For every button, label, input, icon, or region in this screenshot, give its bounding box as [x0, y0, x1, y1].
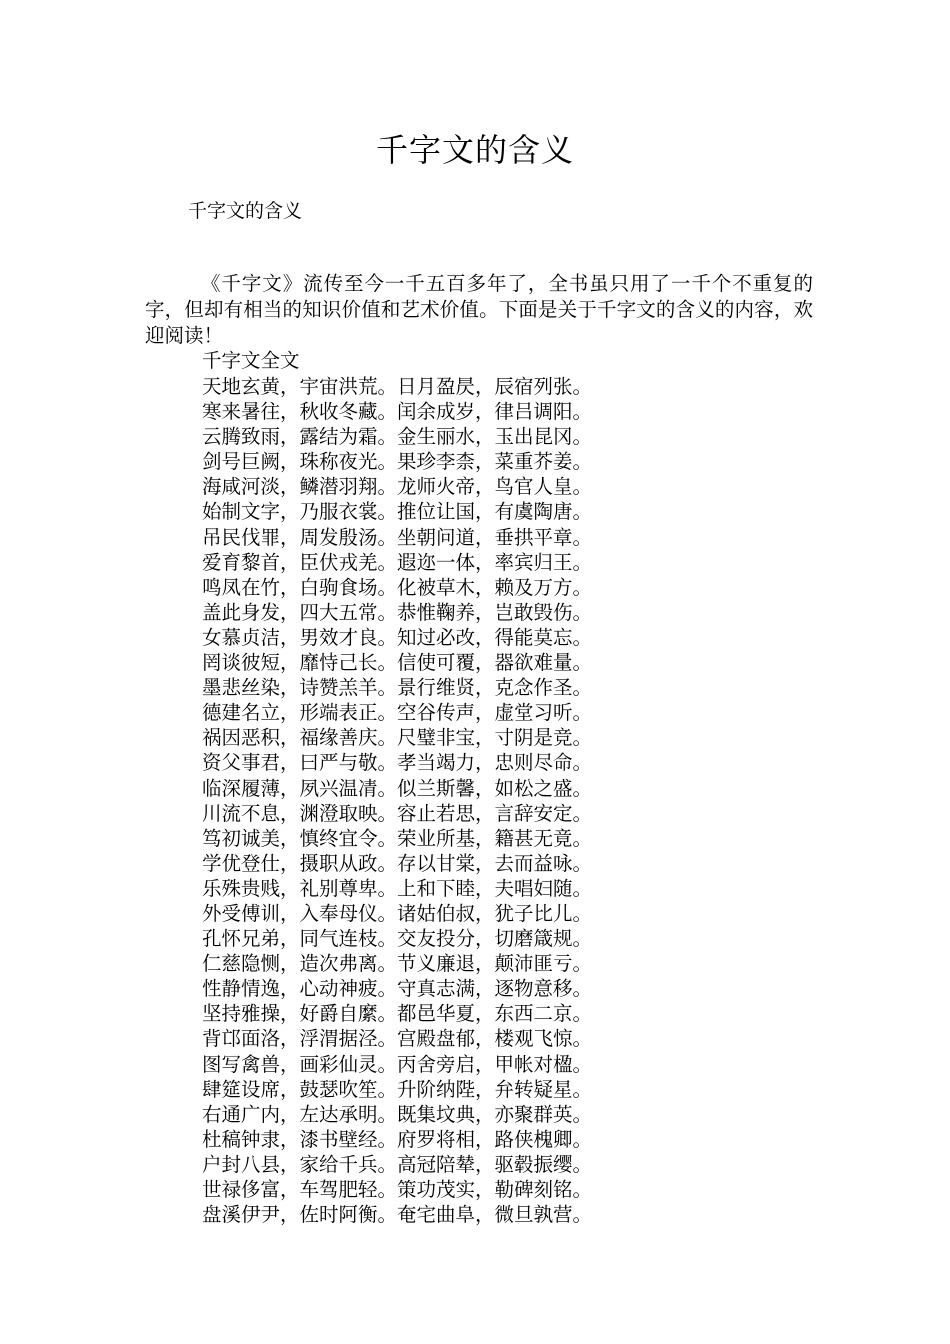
verse-line: 世禄侈富，车驾肥轻。策功茂实，勒碑刻铭。 [202, 1178, 593, 1201]
verse-line: 祸因恶积，福缘善庆。尺璧非宝，寸阴是竞。 [202, 726, 593, 750]
verse-line: 仁慈隐恻，造次弗离。节义廉退，颠沛匪亏。 [202, 952, 593, 976]
intro-paragraph: 《千字文》流传至今一千五百多年了，全书虽只用了一千个不重复的字，但却有相当的知识价值和艺术价值。下面是关于千字文的含义的内容，欢迎阅读！ [145, 272, 813, 347]
verse-line: 临深履薄，夙兴温凊。似兰斯馨，如松之盛。 [202, 776, 593, 800]
verse-line: 盘溪伊尹，佐时阿衡。奄宅曲阜，微旦孰营。 [202, 1203, 593, 1227]
verse-line: 鸣凤在竹，白驹食场。化被草木，赖及万方。 [202, 575, 593, 599]
verse-line: 始制文字，乃服衣裳。推位让国，有虞陶唐。 [202, 500, 593, 524]
verse-line: 右通广内，左达承明。既集坟典，亦聚群英。 [202, 1102, 593, 1126]
verse-line: 爱育黎首，臣伏戎羌。遐迩一体，率宾归王。 [202, 550, 593, 574]
verse-line: 乐殊贵贱，礼别尊卑。上和下睦，夫唱妇随。 [202, 876, 593, 900]
verse-list [202, 374, 592, 1227]
verse-line: 户封八县，家给千兵。高冠陪辇，驱毂振缨。 [202, 1152, 593, 1176]
section-heading: 千字文全文 [202, 349, 300, 372]
verse-line: 背邙面洛，浮渭据泾。宫殿盘郁，楼观飞惊。 [202, 1027, 593, 1051]
verse-line: 吊民伐罪，周发殷汤。坐朝问道，垂拱平章。 [202, 525, 593, 549]
verse-line: 肆筵设席，鼓瑟吹笙。升阶纳陛，弁转疑星。 [202, 1077, 593, 1101]
verse-line: 剑号巨阙，珠称夜光。果珍李柰，菜重芥姜。 [202, 450, 593, 474]
verse-line: 学优登仕，摄职从政。存以甘棠，去而益咏。 [202, 851, 593, 875]
verse-line: 天地玄黄，宇宙洪荒。日月盈昃，辰宿列张。 [202, 375, 593, 398]
verse-line: 坚持雅操，好爵自縻。都邑华夏，东西二京。 [202, 1002, 593, 1026]
page-title: 千字文的含义 [375, 131, 574, 169]
verse-line: 罔谈彼短，靡恃己长。信使可覆，器欲难量。 [202, 651, 593, 675]
verse-line: 性静情逸，心动神疲。守真志满，逐物意移。 [202, 977, 593, 1001]
verse-line: 墨悲丝染，诗赞羔羊。景行维贤，克念作圣。 [202, 676, 593, 700]
verse-line: 海咸河淡，鳞潜羽翔。龙师火帝，鸟官人皇。 [202, 475, 593, 499]
verse-line: 笃初诚美，慎终宜令。荣业所基，籍甚无竟。 [202, 826, 593, 850]
verse-line: 云腾致雨，露结为霜。金生丽水，玉出昆冈。 [202, 425, 593, 449]
document-subtitle: 千字文的含义 [188, 200, 303, 222]
verse-line: 孔怀兄弟，同气连枝。交友投分，切磨箴规。 [202, 927, 593, 951]
verse-line: 图写禽兽，画彩仙灵。丙舍旁启，甲帐对楹。 [202, 1052, 593, 1076]
verse-line: 盖此身发，四大五常。恭惟鞠养，岂敢毁伤。 [202, 600, 593, 624]
verse-line: 德建名立，形端表正。空谷传声，虚堂习听。 [202, 701, 593, 725]
verse-line: 川流不息，渊澄取映。容止若思，言辞安定。 [202, 801, 593, 825]
verse-line: 资父事君，曰严与敬。孝当竭力，忠则尽命。 [202, 751, 593, 775]
verse-line: 女慕贞洁，男效才良。知过必改，得能莫忘。 [202, 625, 593, 649]
verse-line: 杜稿钟隶，漆书壁经。府罗将相，路侠槐卿。 [202, 1127, 593, 1151]
verse-line: 寒来暑往，秋收冬藏。闰余成岁，律吕调阳。 [202, 400, 593, 424]
verse-line: 外受傅训，入奉母仪。诸姑伯叔，犹子比儿。 [202, 901, 593, 925]
